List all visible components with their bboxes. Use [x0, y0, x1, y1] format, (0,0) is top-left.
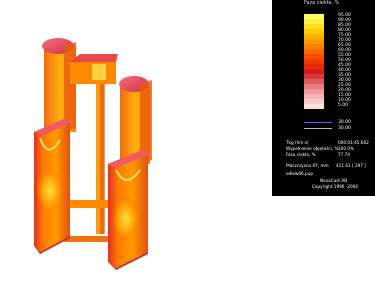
- plane-position-value: 411.61 [ 297 ]: [336, 163, 366, 168]
- info-liquid-value: 77.74: [338, 152, 350, 157]
- info-fill-value: 100.0%: [338, 146, 354, 151]
- info-fill-label: Wypełnienie objętości, %: [286, 146, 339, 151]
- scale-label: 55.00: [338, 53, 351, 58]
- scale-label: 5.00: [338, 103, 349, 108]
- cursor-line: [304, 122, 332, 123]
- scale-label: 10.00: [338, 98, 351, 103]
- plane-position-label: Płaszczyzna XY, mm: [286, 163, 329, 168]
- scale-label: 20.00: [338, 88, 351, 93]
- scale-label: 70.00: [338, 38, 351, 43]
- scale-swatch: [304, 104, 324, 109]
- scale-label: 75.00: [338, 33, 351, 38]
- copyright: Copyright 1996 -2004: [312, 184, 358, 189]
- scale-label: 60.00: [338, 48, 351, 53]
- cursor-line: [304, 128, 332, 129]
- legend-title: Faza ciekła, %: [304, 0, 340, 6]
- scale-label: 25.00: [338, 83, 351, 88]
- cursor-value-label: 30.00: [338, 126, 351, 131]
- filename: odlew06.pup: [286, 171, 314, 176]
- scale-label: 85.00: [338, 23, 351, 28]
- cursor-value-label: 30.00: [338, 120, 351, 125]
- scale-label: 80.00: [338, 28, 351, 33]
- scale-label: 35.00: [338, 73, 351, 78]
- info-time-label: Tkg (hm:s): [286, 140, 309, 145]
- scale-label: 15.00: [338, 93, 351, 98]
- company-name: NovaCast AB: [320, 178, 348, 183]
- info-time-value: 000:01:45.662: [338, 140, 369, 145]
- info-liquid-label: Faza ciekła, %: [286, 152, 316, 157]
- scale-label: 30.00: [338, 78, 351, 83]
- scale-label: 90.00: [338, 18, 351, 23]
- legend-panel: [272, 0, 375, 196]
- scale-label: 40.00: [338, 68, 351, 73]
- scale-label: 65.00: [338, 43, 351, 48]
- scale-label: 95.00: [338, 13, 351, 18]
- scale-label: 45.00: [338, 63, 351, 68]
- scale-label: 50.00: [338, 58, 351, 63]
